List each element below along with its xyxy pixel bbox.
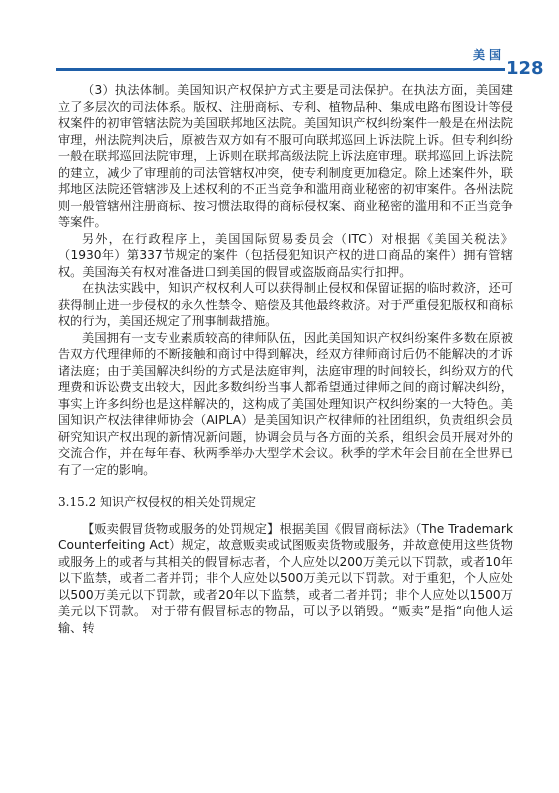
page-body [58, 82, 513, 636]
paragraph-lawyers: 美国拥有一支专业素质较高的律师队伍，因此美国知识产权纠纷案件多数在原被告双方代理律师的不断接触和商讨中得到解决，经双方律师商讨后仍不能解决的才诉诸法庭；由于美国解决纠纷的方式是法庭审判，法庭审理的时间较长，纠纷双方的代理费和诉讼费支出较大，因此多数纠纷当事人都希望通过律师之间的商讨解决纠纷，事实上许多纠纷也是这样解决的，这构成了美国处理知识产权纠纷案的一大特色。美国知识产权法律律师协会（AIPLA）是美国知识产权律师的社团组织，负责组织会员研究知识产权出现的新情况新问题，协调会员与各方面的关系，组织会员开展对外的交流合作，并在每年春、秋两季举办大型学术会议。秋季的学术年会目前在全世界已有了一定的影响。 [58, 330, 513, 477]
header-rule [56, 68, 505, 71]
paragraph-enforcement-practice: 在执法实践中，知识产权权利人可以获得制止侵权和保留证据的临时救济，还可获得制止进一步侵权的永久性禁令、赔偿及其他最终救济。对于严重侵犯版权和商标权的行为，美国还规定了刑事制裁措施。 [58, 281, 513, 328]
paragraph-enforcement-system: （3）执法体制。美国知识产权保护方式主要是司法保护。在执法方面，美国建立了多层次的司法体系。版权、注册商标、专利、植物品种、集成电路布图设计等侵权案件的初审管辖法院为美国联邦地区法院。美国知识产权纠纷案件一般是在州法院审理，州法院判决后，原被告双方如有不服可向联邦巡回上诉法院上诉。但专利纠纷一般在联邦巡回法院审理，上诉则在联邦高级法院上诉法庭审理。联邦巡回上诉法院的建立，减少了审理前的司法管辖权冲突，使专利制度更加稳定。除上述案件外，联邦地区法院还管辖涉及上述权利的不正当竞争和滥用商业秘密的初审案件。各州法院则一般管辖州注册商标、按习惯法取得的商标侵权案、商业秘密的滥用和不正当竞争等案件。 [58, 83, 513, 229]
page-number: 128 [506, 58, 544, 79]
running-header: 美国 [473, 48, 506, 62]
paragraph-counterfeit-penalties: 【贩卖假冒货物或服务的处罚规定】根据美国《假冒商标法》（The Trademark Counterfeiting Act）规定，故意贩卖或试图贩卖货物或服务，并故意使用这些货物或服务上的或者与其相关的假冒标志者，个人应处以200万美元以下罚款，或者10年以下监禁，或者二者并罚；非个人应处以500万美元以下罚款。对于重犯，个人应处以500万美元以下罚款，或者20年以下监禁，或者二者并罚；非个人应处以1500万美元以下罚款。 对于带有假冒标志的物品，可以予以销毁。“贩卖”是指“向他人运输、转 [58, 521, 513, 635]
paragraph-administrative-procedure: 另外，在行政程序上，美国国际贸易委员会（ITC）对根据《美国关税法》（1930年）第337节规定的案件（包括侵犯知识产权的进口商品的案件）拥有管辖权。美国海关有权对准备进口到美国的假冒或盗版商品实行扣押。 [58, 231, 513, 279]
section-heading: 3.15.2 知识产权侵权的相关处罚规定 [58, 495, 256, 509]
